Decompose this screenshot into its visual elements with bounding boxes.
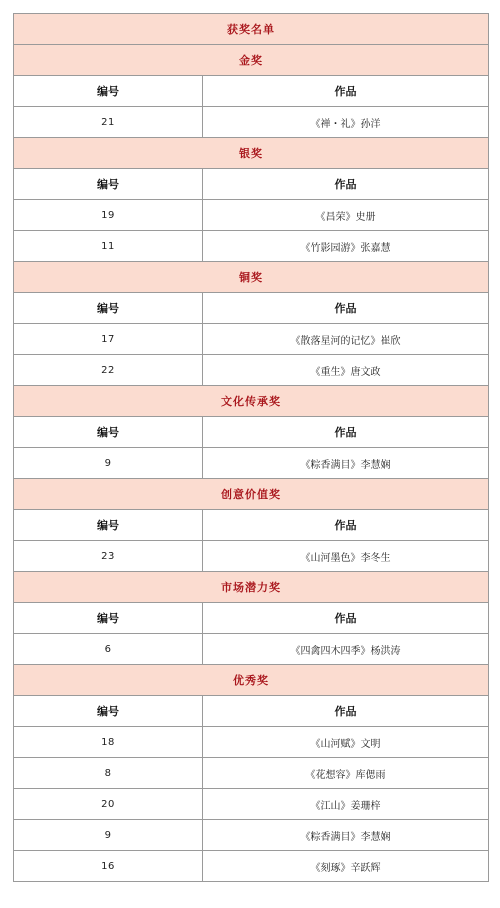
- section-row: [14, 386, 489, 417]
- entry-work: 《刻琢》辛跃辉: [203, 851, 489, 882]
- entry-work: 《山河赋》文明: [203, 727, 489, 758]
- section-title: 银奖: [14, 138, 489, 169]
- table-row: [14, 727, 489, 758]
- column-header-number: 编号: [14, 696, 203, 727]
- section-title: 市场潜力奖: [14, 572, 489, 603]
- table-row: [14, 541, 489, 572]
- column-header-work: 作品: [203, 603, 489, 634]
- column-header-number: 编号: [14, 510, 203, 541]
- column-header-number: 编号: [14, 293, 203, 324]
- section-title: 金奖: [14, 45, 489, 76]
- column-header-row: [14, 169, 489, 200]
- table-row: [14, 758, 489, 789]
- entry-number: 20: [14, 789, 203, 820]
- column-header-row: [14, 417, 489, 448]
- table-row: [14, 107, 489, 138]
- entry-number: 17: [14, 324, 203, 355]
- column-header-row: [14, 603, 489, 634]
- entry-work: 《竹影园游》张嘉慧: [203, 231, 489, 262]
- entry-number: 9: [14, 448, 203, 479]
- column-header-number: 编号: [14, 603, 203, 634]
- entry-work: 《禅・礼》孙洋: [203, 107, 489, 138]
- table-row: [14, 634, 489, 665]
- column-header-row: [14, 510, 489, 541]
- column-header-work: 作品: [203, 293, 489, 324]
- entry-number: 21: [14, 107, 203, 138]
- section-row: [14, 138, 489, 169]
- table-row: [14, 789, 489, 820]
- table-row: [14, 820, 489, 851]
- table-row: [14, 448, 489, 479]
- entry-work: 《重生》唐文政: [203, 355, 489, 386]
- entry-number: 23: [14, 541, 203, 572]
- entry-number: 19: [14, 200, 203, 231]
- entry-number: 16: [14, 851, 203, 882]
- table-row: [14, 200, 489, 231]
- column-header-row: [14, 293, 489, 324]
- section-row: [14, 572, 489, 603]
- column-header-row: [14, 76, 489, 107]
- entry-work: 《散落星河的记忆》崔欣: [203, 324, 489, 355]
- entry-number: 6: [14, 634, 203, 665]
- table-row: [14, 851, 489, 882]
- column-header-work: 作品: [203, 510, 489, 541]
- entry-work: 《粽香满目》李慧娴: [203, 820, 489, 851]
- section-title: 文化传承奖: [14, 386, 489, 417]
- column-header-row: [14, 696, 489, 727]
- entry-number: 11: [14, 231, 203, 262]
- table-row: [14, 231, 489, 262]
- entry-number: 22: [14, 355, 203, 386]
- award-list-table: [13, 13, 489, 882]
- column-header-work: 作品: [203, 169, 489, 200]
- column-header-number: 编号: [14, 417, 203, 448]
- section-row: [14, 45, 489, 76]
- entry-work: 《昌荣》史册: [203, 200, 489, 231]
- section-row: [14, 479, 489, 510]
- table-row: [14, 355, 489, 386]
- column-header-number: 编号: [14, 76, 203, 107]
- column-header-work: 作品: [203, 76, 489, 107]
- section-row: [14, 262, 489, 293]
- title-row: [14, 14, 489, 45]
- entry-number: 9: [14, 820, 203, 851]
- entry-number: 18: [14, 727, 203, 758]
- award-list-body: [14, 14, 489, 882]
- entry-work: 《花想容》库偲雨: [203, 758, 489, 789]
- entry-number: 8: [14, 758, 203, 789]
- entry-work: 《山河墨色》李冬生: [203, 541, 489, 572]
- table-row: [14, 324, 489, 355]
- column-header-work: 作品: [203, 696, 489, 727]
- section-title: 优秀奖: [14, 665, 489, 696]
- column-header-work: 作品: [203, 417, 489, 448]
- section-row: [14, 665, 489, 696]
- entry-work: 《四禽四木四季》杨洪涛: [203, 634, 489, 665]
- entry-work: 《江山》姜珊梓: [203, 789, 489, 820]
- column-header-number: 编号: [14, 169, 203, 200]
- section-title: 铜奖: [14, 262, 489, 293]
- section-title: 创意价值奖: [14, 479, 489, 510]
- entry-work: 《粽香满目》李慧娴: [203, 448, 489, 479]
- table-title: 获奖名单: [14, 14, 489, 45]
